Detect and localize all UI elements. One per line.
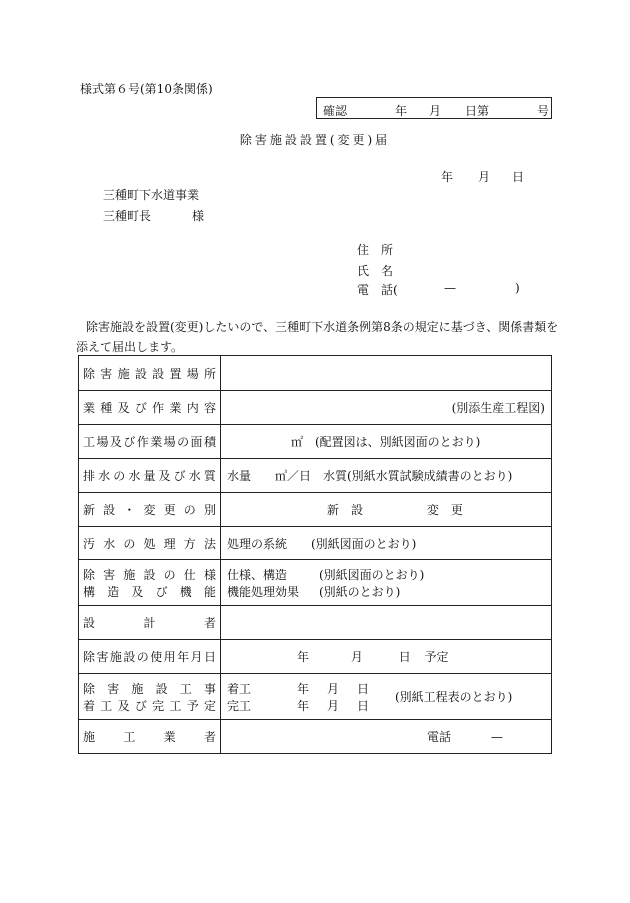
installation-site-value[interactable] <box>221 356 552 391</box>
document-title: 除害施設設置(変更)届 <box>239 133 391 147</box>
area-value: ㎡ (配置図は、別紙図面のとおり) <box>221 425 552 459</box>
usage-month: 月 <box>350 650 363 664</box>
construction-start-label: 着工 <box>227 681 252 696</box>
table-row <box>79 640 552 674</box>
row-label-new-or-change: 新 設 ・ 変 更 の 別 <box>83 503 216 517</box>
table-row: 除 害 施 設 工 事 着 工 及 び 完 工 予 定 着工 年 月 日 完工 年 月 日 (別紙工程表のとおり) <box>79 674 552 720</box>
addressee-org: 三種町下水道事業 <box>103 188 200 202</box>
usage-year: 年 <box>297 650 310 664</box>
applicant-name-label: 氏 名 <box>357 264 394 278</box>
confirm-day-number: 日第 <box>465 104 490 118</box>
row-label-water-quality: 排 水 の 水 量 及 び 水 質 <box>83 469 216 483</box>
row-label-contractor: 施 工 業 者 <box>83 730 216 744</box>
construction-schedule-note: (別紙工程表のとおり) <box>395 690 513 704</box>
table-row <box>79 720 552 754</box>
option-new[interactable]: 新 設 <box>327 503 364 517</box>
function-effect-label: 機能処理効果 <box>227 584 300 599</box>
table-row <box>79 527 552 560</box>
contractor-phone-dash: — <box>490 730 503 744</box>
addressee-name: 三種町長 <box>103 209 152 223</box>
designer-value[interactable] <box>221 606 552 640</box>
application-table <box>78 355 552 754</box>
spec-structure-note: (別紙図面のとおり) <box>319 567 425 582</box>
phone-dash: — <box>444 281 456 295</box>
option-change[interactable]: 変 更 <box>426 503 463 517</box>
confirmation-box <box>316 97 552 119</box>
row-label-business-type: 業 種 及 び 作 業 内 容 <box>83 401 216 415</box>
row-label-spec: 除 害 施 設 の 仕 様 <box>83 567 216 582</box>
business-type-value: (別添生産工程図) <box>221 391 552 425</box>
table-row <box>79 391 552 425</box>
usage-day: 日 <box>398 650 411 664</box>
table-row <box>79 560 552 606</box>
row-label-usage-date: 除 害 施 設 の 使 用 年 月 日 <box>83 650 216 664</box>
row-label-area: 工 場 及 び 作 業 場 の 面 積 <box>83 435 216 449</box>
water-quality-value: 水量 ㎥／日 水質(別紙水質試験成績書のとおり) <box>221 459 552 493</box>
row-label-structure: 構 造 及 び 機 能 <box>83 584 216 599</box>
date-month: 月 <box>478 170 491 184</box>
function-effect-note: (別紙のとおり) <box>319 584 401 599</box>
treatment-method-value: 処理の系統 (別紙図面のとおり) <box>221 527 552 560</box>
contractor-phone-label: 電話 <box>427 730 452 744</box>
addressee-honorific: 様 <box>192 209 205 223</box>
confirm-number: 号 <box>537 104 550 118</box>
phone-label: 電 話( <box>357 283 398 297</box>
confirm-label: 確認 <box>323 104 348 118</box>
row-label-installation-site: 除 害 施 設 設 置 場 所 <box>83 366 216 381</box>
construction-end-label: 完工 <box>227 698 252 713</box>
table-row <box>79 425 552 459</box>
confirm-year: 年 <box>395 104 408 118</box>
usage-planned: 予定 <box>424 650 449 664</box>
spec-structure-label: 仕様、構造 <box>227 567 288 582</box>
applicant-address-label: 住 所 <box>357 243 394 257</box>
date-day: 日 <box>512 170 525 184</box>
row-label-start-completion: 着 工 及 び 完 工 予 定 <box>83 698 216 713</box>
form-number: 様式第６号(第10条関係) <box>80 82 213 96</box>
row-label-construction: 除 害 施 設 工 事 <box>83 681 216 696</box>
date-year: 年 <box>441 170 454 184</box>
table-row <box>79 606 552 640</box>
addressee-mayor <box>103 207 205 224</box>
table-row <box>79 493 552 527</box>
table-row <box>79 356 552 391</box>
table-row <box>79 459 552 493</box>
row-label-designer: 設 計 者 <box>83 616 216 630</box>
row-label-treatment-method: 汚 水 の 処 理 方 法 <box>83 536 216 551</box>
phone-close: ) <box>515 281 520 295</box>
body-text-line1: 除害施設を設置(変更)したいので、三種町下水道条例第8条の規定に基づき、関係書類を <box>86 320 559 334</box>
body-text-line2: 添えて届出します。 <box>76 340 184 354</box>
applicant-phone <box>357 281 520 298</box>
confirm-month: 月 <box>429 104 442 118</box>
